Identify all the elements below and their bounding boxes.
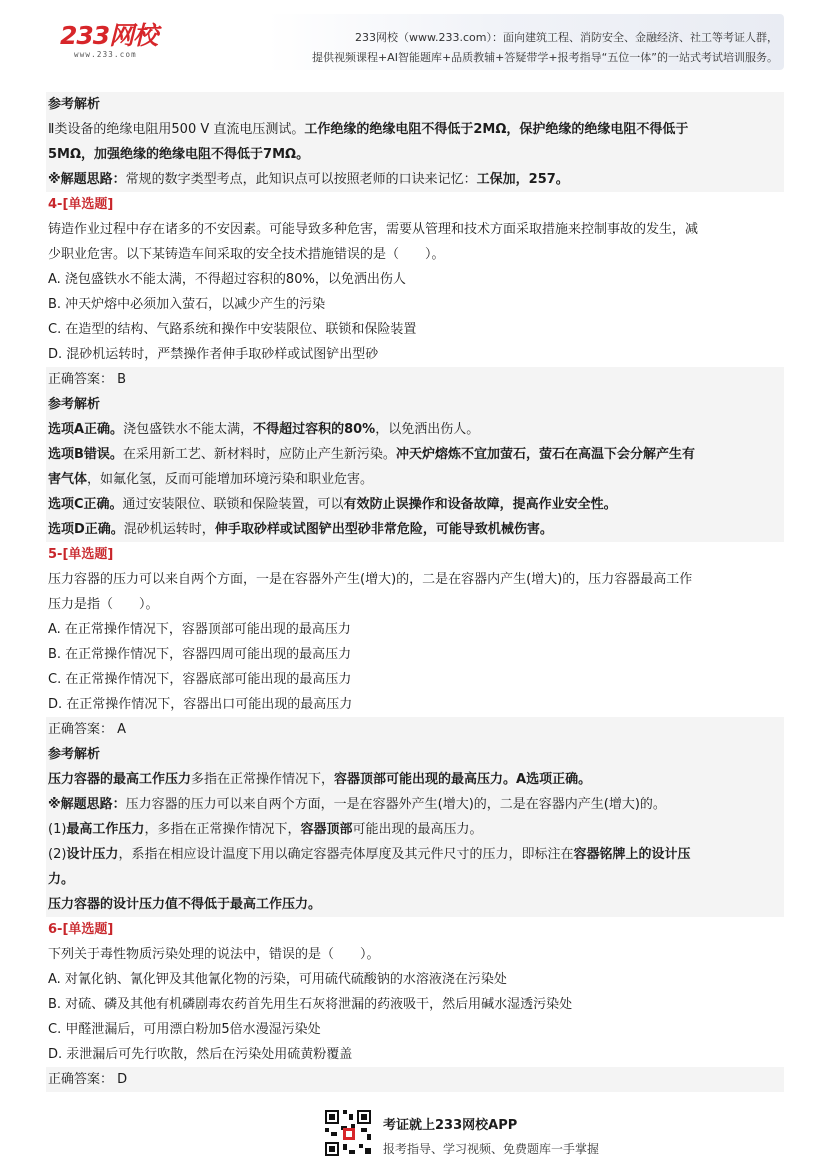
question-stem-cont: 少职业危害。以下某铸造车间采取的安全技术措施错误的是（ ）。 xyxy=(48,247,445,262)
analysis-paragraph-cont: 5MΩ，加强绝缘的绝缘电阻不得低于7MΩ。 xyxy=(46,142,784,167)
option-a-text: 浇包盛铁水不能太满， xyxy=(123,422,254,437)
option-d: D. 在正常操作情况下，容器出口可能出现的最高压力 xyxy=(48,697,353,712)
option-b-text: 在采用新工艺、新材料时，应防止产生新污染。 xyxy=(122,447,396,462)
answer-value: B xyxy=(117,372,127,387)
analysis-option-d xyxy=(46,517,784,542)
footer-title: 考证就上233网校APP xyxy=(383,1118,518,1133)
option-a-label: 选项A正确。 xyxy=(48,422,124,437)
option-b-text-2: ，如氟化氢，反而可能增加环境污染和职业危害。 xyxy=(87,472,374,487)
correct-answer xyxy=(46,367,784,392)
footer-subtitle: 报考指导、学习视频、免费题库一手掌握 xyxy=(383,1142,600,1156)
option-a: A. 对氰化钠、氰化钾及其他氰化物的污染，可用硫代硫酸钠的水溶液浇在污染处 xyxy=(48,972,507,987)
question-header xyxy=(46,542,784,567)
logo-url: www.233.com xyxy=(74,50,137,59)
question-type: [单选题] xyxy=(62,547,114,562)
question-number: 6- xyxy=(48,922,63,937)
option-a-text-2: ，以免洒出伤人。 xyxy=(375,422,480,437)
tip-label: ※解题思路： xyxy=(48,797,126,812)
analysis-text: 多指在正常操作情况下， xyxy=(191,772,335,787)
header-description xyxy=(312,28,778,68)
analysis-point-1 xyxy=(46,817,784,842)
logo[interactable] xyxy=(60,22,180,66)
option-b-bold: 冲天炉熔炼不宜加萤石，萤石在高温下会分解产生有 xyxy=(395,447,695,462)
answer-label: 正确答案： xyxy=(48,722,114,737)
option-b-label: 选项B错误。 xyxy=(48,447,123,462)
point-1-bold: 最高工作压力 xyxy=(66,822,145,837)
solution-tip xyxy=(46,167,784,192)
correct-answer xyxy=(46,717,784,742)
option-c: C. 在造型的结构、气路系统和操作中安装限位、联锁和保险装置 xyxy=(48,322,417,337)
analysis-paragraph xyxy=(46,117,784,142)
analysis-option-b-cont xyxy=(46,467,784,492)
analysis-point-2-cont: 力。 xyxy=(46,867,784,892)
analysis-point-2 xyxy=(46,842,784,867)
point-2-text: ，系指在相应设计温度下用以确定容器壳体厚度及其元件尺寸的压力，即标注在 xyxy=(118,847,574,862)
option-d: D. 汞泄漏后可先行吹散，然后在污染处用硫黄粉覆盖 xyxy=(48,1047,353,1062)
correct-answer xyxy=(46,1067,784,1092)
header-line-1: 233网校（www.233.com）：面向建筑工程、消防安全、金融经济、社工等考证人群， xyxy=(355,31,778,44)
analysis-heading: 参考解析 xyxy=(46,392,784,417)
option-d-bold: 伸手取砂样或试图铲出型砂非常危险，可能导致机械伤害。 xyxy=(214,522,553,537)
tip-label: ※解题思路： xyxy=(48,172,126,187)
question-stem: 铸造作业过程中存在诸多的不安因素。可能导致多种危害，需要从管理和技术方面采取措施来控制事故的发生，减 xyxy=(48,222,699,237)
option-c: C. 在正常操作情况下，容器底部可能出现的最高压力 xyxy=(48,672,352,687)
point-1-num: (1) xyxy=(48,822,67,837)
question-number: 5- xyxy=(48,547,63,562)
answer-label: 正确答案： xyxy=(48,372,114,387)
point-1-bold-2: 容器顶部 xyxy=(300,822,353,837)
analysis-bold-2: 容器顶部可能出现的最高压力。A选项正确。 xyxy=(334,772,592,787)
question-type: [单选题] xyxy=(62,922,114,937)
analysis-conclusion: 压力容器的设计压力值不得低于最高工作压力。 xyxy=(46,892,784,917)
option-c: C. 甲醛泄漏后，可用漂白粉加5倍水漫湿污染处 xyxy=(48,1022,321,1037)
page-header xyxy=(46,14,784,70)
option-c-bold: 有效防止误操作和设备故障，提高作业安全性。 xyxy=(343,497,617,512)
option-a: A. 浇包盛铁水不能太满，不得超过容积的80%，以免洒出伤人 xyxy=(48,272,406,287)
option-a-bold: 不得超过容积的80% xyxy=(253,422,376,437)
question-header xyxy=(46,917,784,942)
analysis-option-b xyxy=(46,442,784,467)
question-stem-cont: 压力是指（ ）。 xyxy=(48,597,159,612)
option-b: B. 对硫、磷及其他有机磷剧毒农药首先用生石灰将泄漏的药液吸干，然后用碱水湿透污染处 xyxy=(48,997,573,1012)
tip-text: 压力容器的压力可以来自两个方面，一是在容器外产生(增大)的，二是在容器内产生(增大)的。 xyxy=(125,797,666,812)
analysis-option-c xyxy=(46,492,784,517)
question-stem: 压力容器的压力可以来自两个方面，一是在容器外产生(增大)的，二是在容器内产生(增大)的，压力容器最高工作 xyxy=(48,572,693,587)
option-c-label: 选项C正确。 xyxy=(48,497,123,512)
analysis-line xyxy=(46,767,784,792)
option-c-text: 通过安装限位、联锁和保险装置，可以 xyxy=(122,497,344,512)
option-d-text: 混砂机运转时， xyxy=(123,522,215,537)
option-b: B. 在正常操作情况下，容器四周可能出现的最高压力 xyxy=(48,647,352,662)
app-promo-footer xyxy=(323,1108,623,1164)
tip-bold: 工保加，257。 xyxy=(476,172,569,187)
point-2-bold: 设计压力 xyxy=(66,847,119,862)
analysis-bold: 工作绝缘的绝缘电阻不得低于2MΩ，保护绝缘的绝缘电阻不得低于 xyxy=(304,122,689,137)
question-number: 4- xyxy=(48,197,63,212)
document-content xyxy=(46,92,784,1092)
answer-label: 正确答案： xyxy=(48,1072,114,1087)
question-stem: 下列关于毒性物质污染处理的说法中，错误的是（ ）。 xyxy=(48,947,380,962)
point-1-text: ，多指在正常操作情况下， xyxy=(144,822,301,837)
analysis-heading: 参考解析 xyxy=(46,742,784,767)
option-a: A. 在正常操作情况下，容器顶部可能出现的最高压力 xyxy=(48,622,351,637)
tip-text: 常规的数字类型考点，此知识点可以按照老师的口诀来记忆： xyxy=(125,172,477,187)
option-d: D. 混砂机运转时，严禁操作者伸手取砂样或试图铲出型砂 xyxy=(48,347,379,362)
analysis-bold: 压力容器的最高工作压力 xyxy=(48,772,192,787)
option-d-label: 选项D正确。 xyxy=(48,522,124,537)
answer-value: A xyxy=(117,722,127,737)
logo-main: 233网校 xyxy=(60,21,158,50)
analysis-option-a xyxy=(46,417,784,442)
option-b: B. 冲天炉熔中必须加入萤石，以减少产生的污染 xyxy=(48,297,326,312)
header-line-2: 提供视频课程+AI智能题库+品质教辅+答疑带学+报考指导“五位一体”的一站式考试培训服务。 xyxy=(311,51,778,64)
qr-code-icon[interactable] xyxy=(323,1108,373,1158)
solution-tip xyxy=(46,792,784,817)
analysis-heading: 参考解析 xyxy=(46,92,784,117)
question-header xyxy=(46,192,784,217)
option-b-bold-2: 害气体 xyxy=(48,472,88,487)
point-1-text-2: 可能出现的最高压力。 xyxy=(352,822,483,837)
point-2-num: (2) xyxy=(48,847,67,862)
question-type: [单选题] xyxy=(62,197,114,212)
point-2-bold-2: 容器铭牌上的设计压 xyxy=(573,847,691,862)
answer-value: D xyxy=(117,1072,128,1087)
analysis-text: Ⅱ类设备的绝缘电阻用500 V 直流电压测试。 xyxy=(48,122,305,137)
